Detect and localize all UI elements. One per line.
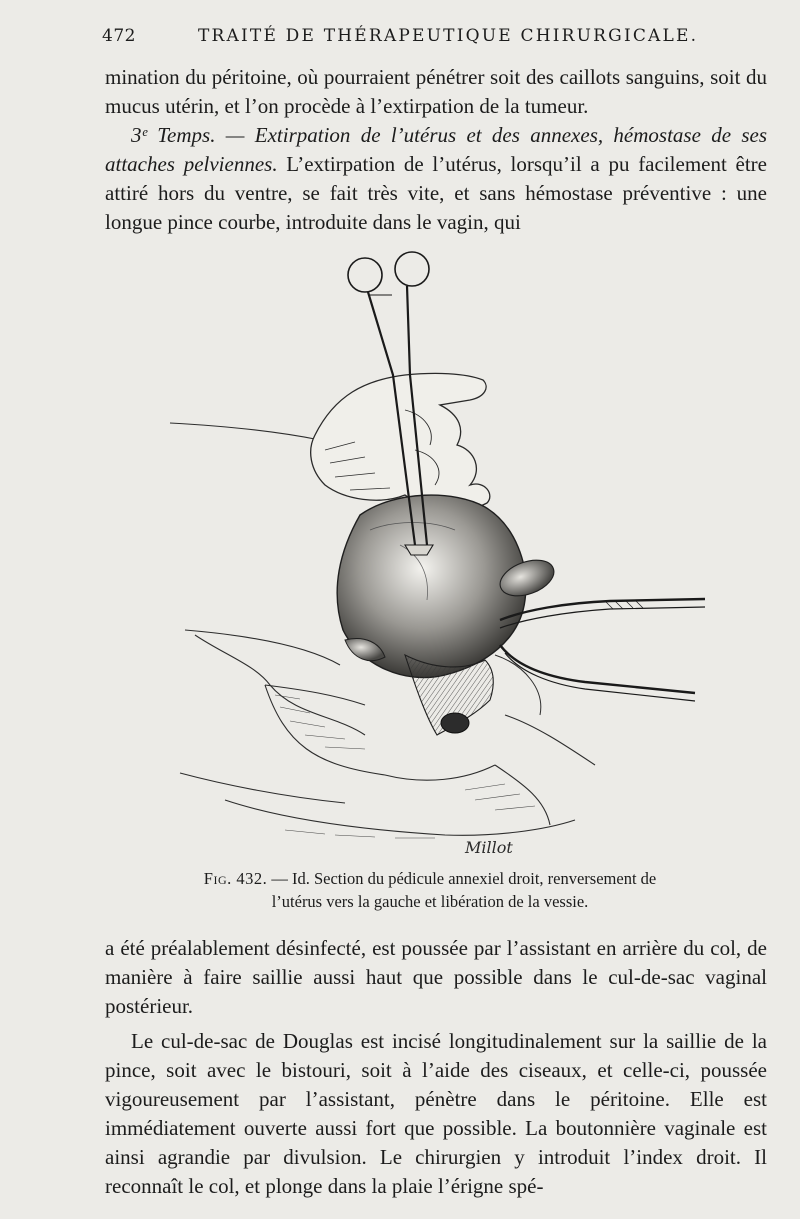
surgical-illustration (165, 245, 705, 865)
artist-signature: Millot (465, 838, 513, 857)
paragraph-body: L’extirpation de l’utérus, lorsqu’il a pu facilement être attiré hors du ventre, se fait très vite, et sans hémostase préventive : une longue pince courbe, introduite dans le vagin, qui (105, 152, 767, 234)
page-header (102, 26, 762, 52)
hand (311, 373, 490, 509)
paragraph: Le cul-de-sac de Douglas est incisé longitudinalement sur la saillie de la pince, soit avec le bistouri, soit à l’aide des ciseaux, et celle-ci, poussée vigoureusement par l’assistant, pénètre dans le péritoine. Elle est immédiatement ouverte aussi fort que possible. La boutonnière vaginale est ainsi agrandie par divulsion. Le chirurgien y introduit l’index droit. Il reconnaît le col, et plonge dans la plaie l’érigne spé- (105, 1029, 767, 1198)
figure-caption (185, 867, 675, 913)
paragraph: a été préalablement désinfecté, est poussée par l’assistant en arrière du col, de manière à faire saillie aussi haut que possible dans le cul-de-sac vaginal postérieur. (105, 936, 767, 1018)
bottom-text-block (105, 934, 767, 1201)
section-heading: 3ᵉ Temps. — Extirpation de l’utérus et des annexes, hémostase de ses attaches pelviennes. (105, 123, 767, 176)
top-text-block (105, 63, 767, 237)
engraving-image (165, 245, 705, 865)
paragraph (105, 121, 767, 237)
page-number: 472 (102, 26, 136, 46)
drape-shading (275, 695, 535, 838)
paragraph: mination du péritoine, où pourraient pénétrer soit des caillots sanguins, soit du mucus utérin, et l’on procède à l’extirpation de la tumeur. (105, 65, 767, 118)
running-head: TRAITÉ DE THÉRAPEUTIQUE CHIRURGICALE. (198, 26, 699, 46)
figure-label: Fig. 432. (203, 869, 268, 888)
caption-text: — Id. Section du pédicule annexiel droit, renversement de l’utérus vers la gauche et libération de la vessie. (267, 869, 657, 911)
curved-clamps (500, 599, 705, 701)
